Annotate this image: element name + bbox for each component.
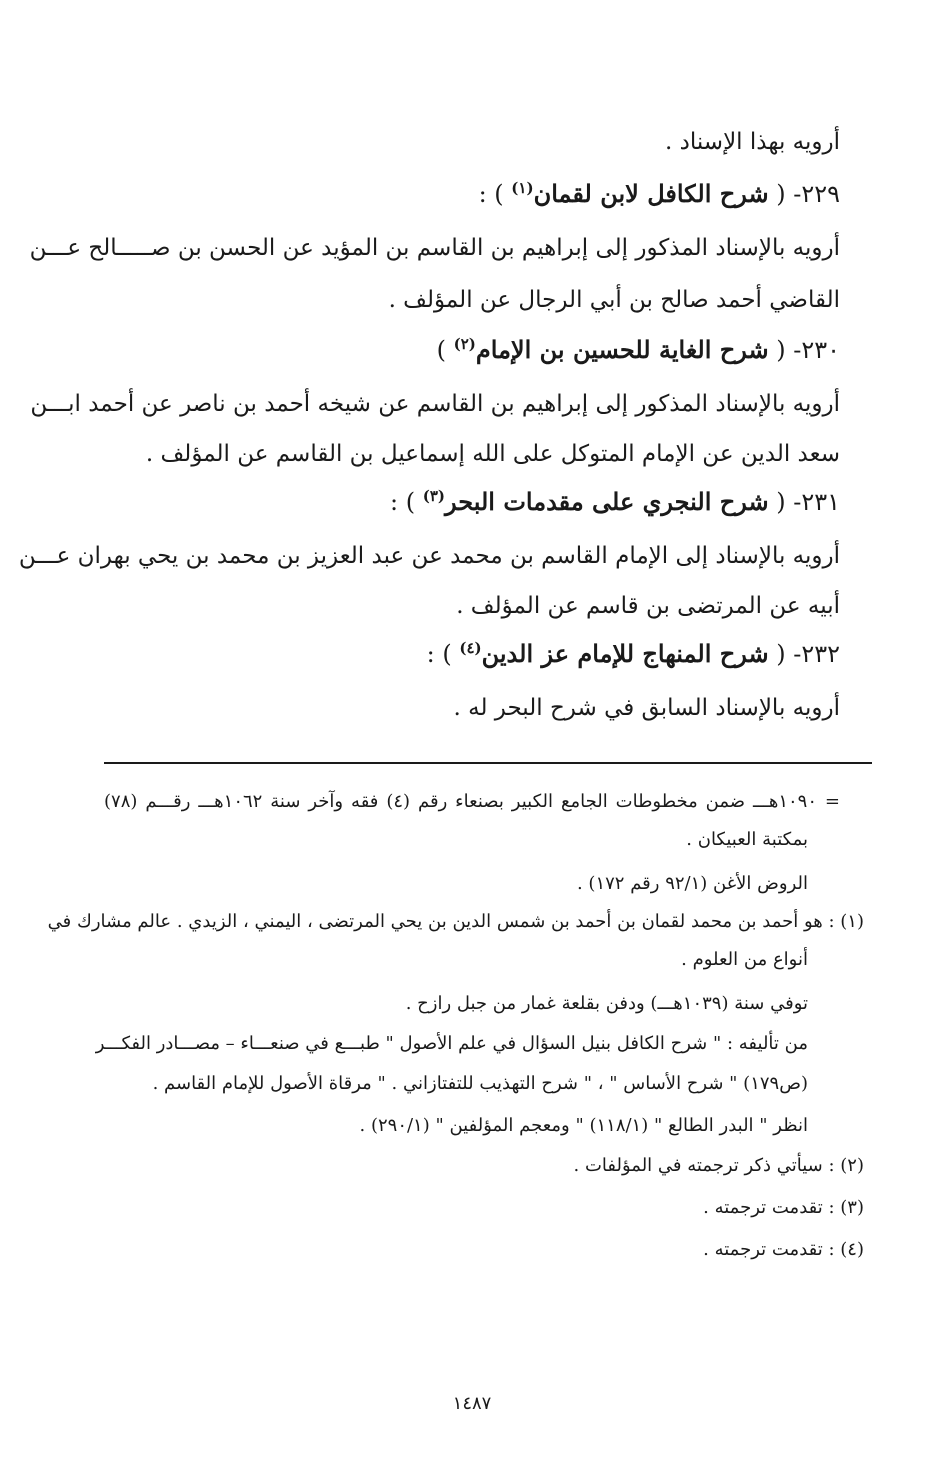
footnote-marker: (٢) — [453, 335, 476, 353]
footnote-continuation-line: = ١٠٩٠هـــ ضمن مخطوطات الجامع الكبير بصنعاء رقم (٤) فقه وآخر سنة ١٠٦٢هـــ رقـــم (٧٨) — [104, 791, 841, 812]
heading-title: شرح الكافل لابن لقمان — [533, 179, 769, 208]
text-line-229-a: أرويه بالإسناد المذكور إلى إبراهيم بن القاسم بن المؤيد عن الحسن بن صـــــالح عـــن — [29, 235, 840, 261]
heading-number: ٢٢٩- ( — [768, 180, 840, 208]
text-line-230-a: أرويه بالإسناد المذكور إلى إبراهيم بن القاسم عن شيخه أحمد بن ناصر عن أحمد ابـــن — [30, 391, 840, 417]
footnote-marker: (٤) — [459, 639, 482, 657]
footnote-marker: (٣) — [422, 487, 445, 505]
heading-number: ٢٣١- ( — [768, 488, 840, 516]
heading-title: شرح النجري على مقدمات البحر — [445, 487, 769, 516]
heading-232 — [104, 634, 840, 674]
footnote-1-line: توفي سنة (١٠٣٩هـــ) ودفن بقلعة غمار من جبل رازح . — [405, 993, 808, 1014]
heading-tail: ) : — [478, 180, 512, 208]
heading-title: شرح المنهاج للإمام عز الدين — [481, 639, 769, 668]
footnote-continuation-line: الروض الأغن (٩٢/١ رقم ١٧٢) . — [576, 873, 808, 894]
heading-tail: ) : — [426, 640, 460, 668]
heading-229 — [104, 174, 840, 214]
text-line-230-b: سعد الدين عن الإمام المتوكل على الله إسماعيل بن القاسم عن المؤلف . — [145, 441, 840, 467]
footnote-3: (٣) : تقدمت ترجمته . — [703, 1197, 864, 1218]
heading-tail: ) — [436, 336, 454, 364]
heading-230 — [104, 330, 840, 370]
text-line-231-b: أبيه عن المرتضى بن قاسم عن المؤلف . — [456, 593, 840, 619]
footnote-2: (٢) : سيأتي ذكر ترجمته في المؤلفات . — [573, 1155, 864, 1176]
heading-number: ٢٣٢- ( — [768, 640, 840, 668]
footnote-1-line: أنواع من العلوم . — [681, 949, 808, 970]
heading-231 — [104, 482, 840, 522]
heading-number: ٢٣٠- ( — [768, 336, 840, 364]
heading-title: شرح الغاية للحسين بن الإمام — [475, 335, 769, 364]
footnote-1: (١) : هو أحمد بن محمد لقمان بن أحمد بن شمس الدين بن يحي المرتضى ، اليمني ، الزيدي . عالم مشارك في — [47, 911, 864, 932]
footnote-continuation-line: بمكتبة العبيكان . — [686, 829, 808, 850]
text-line-231-a: أرويه بالإسناد إلى الإمام القاسم بن محمد عن عبد العزيز بن محمد بن يحي بهران عـــن — [18, 543, 840, 569]
footnote-1-line: من تأليفه : " شرح الكافل بنيل السؤال في علم الأصول " طبـــع في صنعـــاء – مصـــادر الفكـــر — [95, 1033, 808, 1054]
footnote-4: (٤) : تقدمت ترجمته . — [703, 1239, 864, 1260]
page-number: ١٤٨٧ — [452, 1393, 492, 1414]
footnote-separator — [104, 762, 872, 764]
heading-tail: ) : — [390, 488, 423, 516]
footnote-marker: (١) — [511, 179, 534, 197]
footnote-1-line: انظر " البدر الطالع " (١١٨/١) " ومعجم المؤلفين " (٢٩٠/١) . — [359, 1115, 808, 1136]
text-line-229-b: القاضي أحمد صالح بن أبي الرجال عن المؤلف . — [388, 287, 840, 313]
text-line-intro: أرويه بهذا الإسناد . — [664, 129, 840, 155]
text-line-232: أرويه بالإسناد السابق في شرح البحر له . — [453, 695, 840, 721]
footnote-1-line: (ص١٧٩) " شرح الأساس " ، " شرح التهذيب للتفتازاني . " مرقاة الأصول للإمام القاسم . — [152, 1073, 808, 1094]
